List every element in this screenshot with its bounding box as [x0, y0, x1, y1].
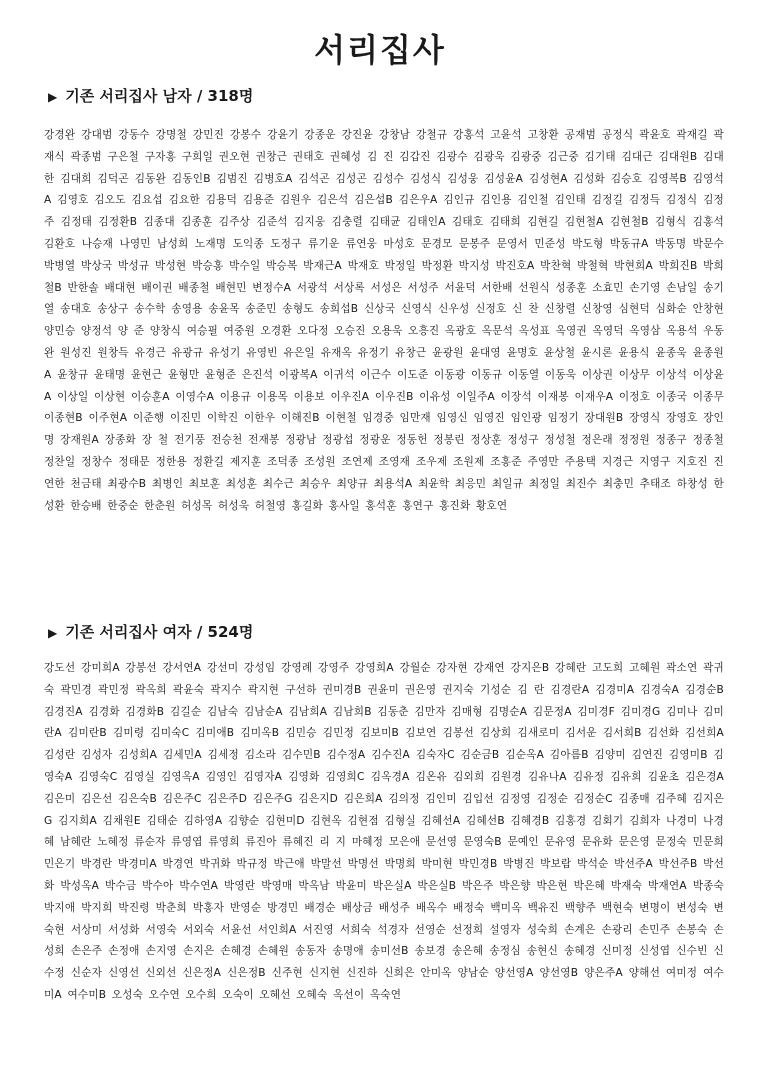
page-title: 서리집사: [314, 31, 446, 69]
triangle-bullet-icon: ▶: [48, 626, 58, 640]
female-deacon-names-list: 강도선 강미희A 강봉선 강서연A 강선미 강성임 강영례 강영주 강영희A 강월순 강자현 강재연 강지은B 강혜란 고도희 고혜원 곽소연 곽귀숙 곽민경 곽민정 곽옥희 곽윤숙 곽지수 곽지현 구선하 권미경B 권윤미 권은영 권지숙 기성순 김 란 김경란A 김경미A 김경숙A 김경순B 김경진A 김경화 김경화B 김길순 김남숙 김남순A 김남희A 김남희B 김동춘 김만자 김매형 김명순A 김문정A 김미경F 김미경G 김미나 김미란A 김미란B 김미령 김미숙C 김미애B 김미옥B 김민승 김민정 김보미B 김보연 김봉선 김상희 김새로미 김서운 김서희B 김선화 김선희A 김성란 김성자 김성희A 김세민A 김세정 김소라 김수민B 김수정A 김수진A 김숙자C 김순금B 김순옥A 김아름B 김양미 김연진 김영미B 김영숙A 김영숙C 김영실 김영옥A 김영인 김영자A 김영화 김영희C 김옥경A 김온유 김외희 김원경 김유나A 김유정 김유희 김윤초 김은경A 김은미 김은선 김은숙B 김은주C 김은주D 김은주G 김은지D 김은희A 김의정 김인미 김입선 김정영 김정순 김정순C 김종매 김주혜 김지은G 김지희A 김채원E 김태순 김하영A 김향순 김현미D 김현옥 김현점 김형실 김혜선A 김혜선B 김혜경B 김홍경 김회기 김희자 나경미 나경혜 남혜란 노혜정 류순자 류영엽 류영희 류진아 류혜진 리 지 마혜정 모은애 문선영 문영숙B 문예인 문유영 문유화 문은영 문정숙 민문희 민은기 박경란 박경미A 박경연 박귀화 박규정 박근애 박말선 박명선 박명희 박미현 박민경B 박병진 박보람 박석순 박선주A 박선주B 박선화 박성옥A 박수금 박수아 박수연A 박영란 박영매 박옥남 박윤미 박은실A 박은실B 박은주 박은향 박은현 박은혜 박재숙 박재연A 박종숙 박지애 박지희 박진령 박춘희 박홍자 반영순 방경민 배경순 배상금 배성주 배옥수 배정숙 백미옥 백유진 백향주 백현숙 변명이 변성숙 변숙현 서상미 서성화 서영숙 서외숙 서윤선 서인희A 서진영 서희숙 석경자 선영순 선정희 설영자 성숙희 손계은 손광리 손민주 손봉숙 손성희 손은주 손정애 손지영 손지은 손혜경 손혜원 송동자 송명애 송미선B 송보경 송은혜 송정심 송현신 송혜경 신미정 신성엽 신수빈 신수정 신순자 신영선 신외선 신은정A 신은정B 신주현 신지현 신진하 신희은 안미옥 양남순 양선영A 양선영B 양은주A 양해선 여미정 여수미A 여수미B 오성숙 오수연 오수희 오숙이 오혜선 오혜숙 옥선이 옥숙연: [44, 662, 724, 1001]
section-heading-male: [48, 86, 253, 107]
triangle-bullet-icon: ▶: [48, 90, 58, 104]
section-heading-male-text: 기존 서리집사 남자 / 318명: [65, 87, 254, 105]
male-deacon-names-list: 강경완 강대범 강동수 강명철 강민진 강봉수 강윤기 강종운 강진윤 강창남 강철규 강홍석 고윤석 고창환 공재범 공정식 곽윤호 곽재길 곽재식 곽종범 구은철 구자홍 구희일 권오현 권창근 권태호 권혜성 김 진 김갑진 김광수 김광욱 김광중 김근중 김기태 김대근 김대원B 김대한 김대희 김덕곤 김동완 김동인B 김범진 김병호A 김석곤 김성곤 김성수 김성식 김성웅 김성윤A 김성현A 김성화 김승호 김영복B 김영석A 김영호 김오도 김요섭 김요한 김용덕 김용준 김원우 김은석 김은섭B 김은우A 김인규 김인용 김인철 김인태 김정길 김정득 김정식 김정주 김정태 김정환B 김종대 김종훈 김주상 김준석 김지웅 김충렬 김태균 김태인A 김태호 김태희 김현길 김현철A 김현철B 김형식 김홍석 김환호 나승재 나영민 남성희 노재명 도익종 도정구 류기운 류연웅 마성호 문경모 문봉주 문영서 민준성 박도형 박동규A 박동명 박문수 박병열 박상국 박성규 박성현 박승홍 박수일 박승복 박재근A 박재호 박정일 박정환 박지성 박진호A 박찬혁 박철혁 박현희A 박희진B 박희철B 반한솔 배대현 배이권 배종철 배현민 변정수A 서광석 서상록 서성은 서성주 서윤덕 서한배 선원식 성종훈 소효민 손기영 손남일 송기열 송대호 송상구 송수학 송영용 송윤목 송준민 송형도 송희섭B 신상국 신영식 신우성 신정호 신 찬 신창렬 신창영 심현덕 심화순 안창현 양민승 양정석 양 준 양창식 여승필 여중원 오경환 오다정 오승진 오용욱 오흥진 옥광호 옥문석 옥성표 옥영권 옥영덕 옥영삼 옥용석 우동완 원성진 원창득 유경근 유광규 유성기 유영빈 유은일 유재옥 유정기 유창근 윤광원 윤대영 윤명호 윤상철 윤시론 윤용식 윤종욱 윤종원A 윤창규 윤태명 윤현근 윤형만 윤형준 은진석 이광복A 이귀석 이근수 이도준 이동광 이동규 이동열 이동욱 이상권 이상무 이상석 이상윤A 이상일 이상현 이승훈A 이영수A 이용규 이용목 이용보 이우진A 이우진B 이유성 이일주A 이장석 이재봉 이재우A 이정호 이종국 이종무 이종현B 이주현A 이준행 이진민 이학진 이한우 이해진B 이현철 임경중 임만재 임영신 임영진 임인광 임정기 장대원B 장영식 장영호 장인명 장재원A 장종화 장 철 전기풍 전승천 전재봉 정광남 정광섭 정광운 정동헌 정봉린 정상훈 정성구 정성철 정은래 정정원 정종구 정종철 정찬일 정창수 정태문 정한용 정환길 제지훈 조덕종 조성원 조연제 조영재 조우제 조원제 조홍준 주영만 주용택 지경근 지영구 지호진 진연한 천금태 최광수B 최병인 최보훈 최성훈 최수근 최승우 최양규 최용석A 최윤학 최응민 최일규 최정일 최진수 최충민 추태조 하창성 한성환 한승배 한중순 한춘원 허성목 허성욱 허철영 홍길화 홍사일 홍석훈 홍연구 홍진화 황호연: [44, 129, 724, 512]
section-heading-female: [48, 622, 253, 643]
section-heading-female-text: 기존 서리집사 여자 / 524명: [65, 623, 254, 641]
